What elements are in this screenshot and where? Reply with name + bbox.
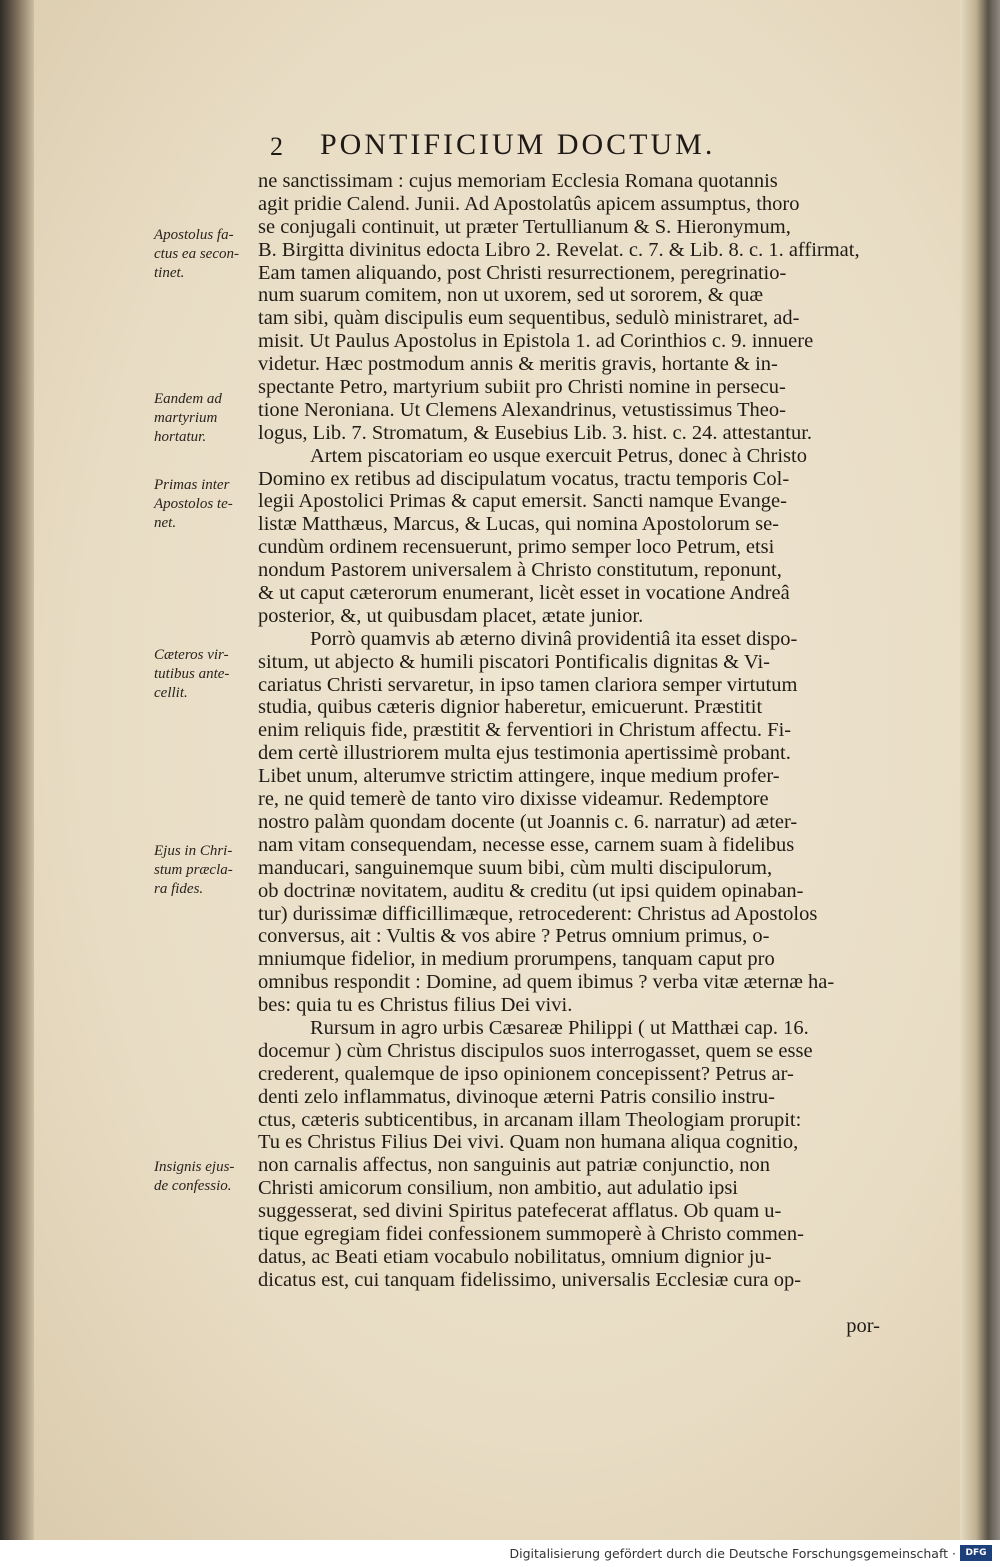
text-line: docemur ) cùm Christus discipulos suos interrogasset, quem se esse <box>258 1039 813 1062</box>
margin-note-line: Insignis ejus- <box>154 1159 235 1175</box>
text-line: bes: quia tu es Christus filius Dei vivi. <box>258 994 573 1017</box>
text-line: ctus, cæteris subticentibus, in arcanam illam Theologiam prorupit: <box>258 1108 802 1131</box>
text-line: datus, ac Beati etiam vocabulo nobilitatus, omnium dignior ju- <box>258 1245 772 1268</box>
text-line: Domino ex retibus ad discipulatum vocatus, tractu temporis Col- <box>258 467 790 490</box>
text-line: listæ Matthæus, Marcus, & Lucas, qui nomina Apostolorum se- <box>258 513 780 536</box>
text-line: re, ne quid temerè de tanto viro dixisse videamur. Redemptore <box>258 788 769 811</box>
text-line: Christi amicorum consilium, non ambitio, aut adulatio ipsi <box>258 1177 738 1200</box>
text-line <box>258 1292 898 1315</box>
text-line: tur) durissimæ difficillimæque, retrocederent: Christus ad Apostolos <box>258 902 818 925</box>
margin-note-line: ctus ea secon- <box>154 246 239 262</box>
text-line: cariatus Christi servaretur, in ipso tamen clariora semper virtutum <box>258 673 798 696</box>
text-line: denti zelo inflammatus, divinoque æterni Patris consilio instru- <box>258 1085 775 1108</box>
text-line: agit pridie Calend. Junii. Ad Apostolatûs apicem assumptus, thoro <box>258 192 800 215</box>
margin-note-line: stum præcla- <box>154 862 233 878</box>
text-line: Eam tamen aliquando, post Christi resurrectionem, peregrinatio- <box>258 261 787 284</box>
margin-note-line: Apostolus fa- <box>154 227 234 243</box>
text-line: conversus, ait : Vultis & vos abire ? Petrus omnium primus, o- <box>258 925 770 948</box>
text-line: logus, Lib. 7. Stromatum, & Eusebius Lib. 3. hist. c. 24. attestantur. <box>258 421 813 444</box>
text-line: posterior, &, ut quibusdam placet, ætate junior. <box>258 604 644 627</box>
text-line: dicatus est, cui tanquam fidelissimo, universalis Ecclesiæ cura op- <box>258 1268 802 1291</box>
text-line: cundùm ordinem recensuerunt, primo semper loco Petrum, etsi <box>258 536 775 559</box>
text-line: mniumque fidelior, in medium prorumpens, tanquam caput pro <box>258 948 775 971</box>
text-line: misit. Ut Paulus Apostolus in Epistola 1. ad Corinthios c. 9. innuere <box>258 330 814 353</box>
body-text <box>258 170 898 1337</box>
text-line: B. Birgitta divinitus edocta Libro 2. Revelat. c. 7. & Lib. 8. c. 1. affirmat, <box>258 238 860 261</box>
margin-note-line: Primas inter <box>154 477 230 493</box>
margin-note <box>154 646 262 703</box>
text-line: situm, ut abjecto & humili piscatori Pontificalis dignitas & Vi- <box>258 650 770 673</box>
margin-note-line: net. <box>154 515 177 531</box>
text-line: num suarum comitem, non ut uxorem, sed ut sororem, & quæ <box>258 284 764 307</box>
text-line: tione Neroniana. Ut Clemens Alexandrinus, vetustissimus Theo- <box>258 398 786 421</box>
text-line: tam sibi, quàm discipulis eum sequentibus, sedulò ministraret, ad- <box>258 307 800 330</box>
margin-note <box>154 390 262 447</box>
text-line: non carnalis affectus, non sanguinis aut patriæ conjunctio, non <box>258 1154 771 1177</box>
page-number: 2 <box>270 132 283 161</box>
text-line: ne sanctissimam : cujus memoriam Ecclesia Romana quotannis <box>258 170 778 192</box>
text-line: manducari, sanguinemque suum bibi, cùm multi discipulorum, <box>258 856 773 879</box>
book-gutter <box>0 0 34 1567</box>
running-title: PONTIFICIUM DOCTUM. <box>320 128 716 161</box>
text-line: dem certè illustriorem multa ejus testimonia apertissimè probant. <box>258 742 791 765</box>
text-line: Tu es Christus Filius Dei vivi. Quam non humana aliqua cognitio, <box>258 1131 799 1154</box>
margin-note-line: tutibus ante- <box>154 666 230 682</box>
margin-note <box>154 1158 262 1196</box>
footer-credit: Digitalisierung gefördert durch die Deutsche Forschungsgemeinschaft · <box>509 1546 956 1561</box>
page-edge <box>960 0 1000 1567</box>
margin-note-line: tinet. <box>154 265 185 281</box>
text-line: Rursum in agro urbis Cæsareæ Philippi ( ut Matthæi cap. 16. <box>310 1016 809 1039</box>
catchword: por- <box>846 1314 880 1337</box>
text-line: crederent, qualemque de ipso opinionem concepissent? Petrus ar- <box>258 1062 794 1085</box>
text-line: Artem piscatoriam eo usque exercuit Petrus, donec à Christo <box>310 444 807 467</box>
text-line: nondum Pastorem universalem à Christo constitutum, reponunt, <box>258 559 782 582</box>
text-line: spectante Petro, martyrium subiit pro Christi nomine in persecu- <box>258 376 786 399</box>
margin-note-line: Eandem ad <box>154 391 222 407</box>
digitization-footer <box>0 1540 1000 1567</box>
text-line: & ut caput cæterorum enumerant, licèt esset in vocatione Andreâ <box>258 582 790 605</box>
margin-note-line: Apostolos te- <box>154 496 233 512</box>
text-line: ob doctrinæ novitatem, auditu & creditu (ut ipsi quidem opinaban- <box>258 879 804 902</box>
text-line: nostro palàm quondam docente (ut Joannis c. 6. narratur) ad æter- <box>258 810 798 833</box>
page-header <box>270 128 900 168</box>
margin-note-line: Cæteros vir- <box>154 647 229 663</box>
text-line: nam vitam consequendam, necesse esse, carnem suam à fidelibus <box>258 833 795 856</box>
text-line: enim reliquis fide, præstitit & ferventiori in Christum affectu. Fi- <box>258 719 792 742</box>
text-line: tique egregiam fidei confessionem summoperè à Christo commen- <box>258 1222 804 1245</box>
text-line: omnibus respondit : Domine, ad quem ibimus ? verba vitæ æternæ ha- <box>258 971 835 994</box>
margin-note-line: de confessio. <box>154 1178 232 1194</box>
margin-note-line: hortatur. <box>154 429 207 445</box>
text-line: Libet unum, alterumve strictim attingere, inque medium profer- <box>258 765 780 788</box>
margin-note-line: ra fides. <box>154 881 204 897</box>
text-line: se conjugali continuit, ut præter Tertullianum & S. Hieronymum, <box>258 215 791 238</box>
margin-note <box>154 226 262 283</box>
margin-note-line: cellit. <box>154 685 188 701</box>
margin-note-line: Ejus in Chri- <box>154 843 233 859</box>
margin-note-line: martyrium <box>154 410 218 426</box>
dfg-logo-icon: DFG <box>960 1545 992 1561</box>
text-line: videtur. Hæc postmodum annis & meritis gravis, hortante & in- <box>258 353 778 376</box>
margin-note <box>154 476 262 533</box>
text-line: Porrò quamvis ab æterno divinâ providentiâ ita esset dispo- <box>310 627 798 650</box>
text-line: legii Apostolici Primas & caput emersit. Sancti namque Evange- <box>258 490 787 513</box>
text-line: studia, quibus cæteris dignior haberetur, emicuerunt. Præstitit <box>258 696 763 719</box>
margin-note <box>154 842 262 899</box>
text-line: suggesserat, sed divini Spiritus patefecerat afflatus. Ob quam u- <box>258 1200 782 1223</box>
